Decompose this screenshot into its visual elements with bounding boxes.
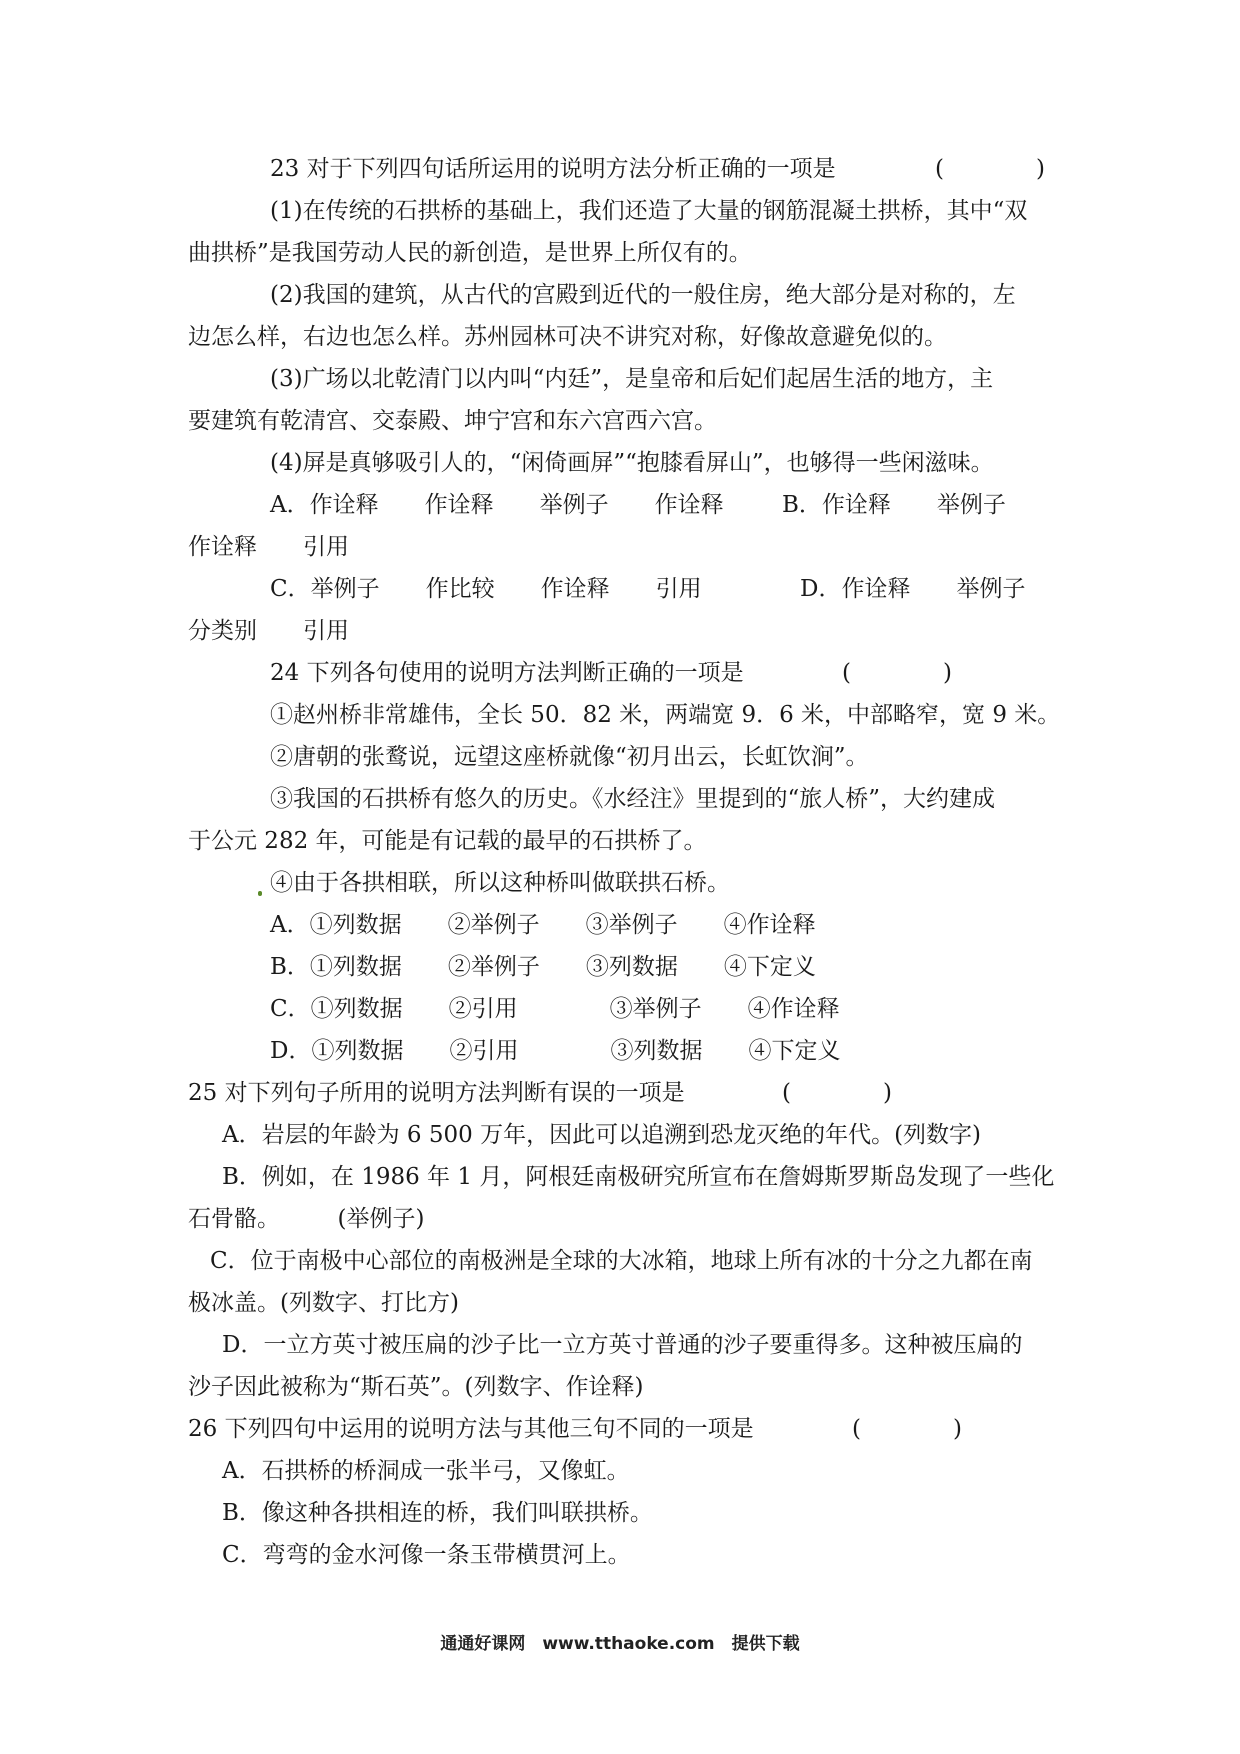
q24-option-b: B．①列数据 ②举例子 ③列数据 ④下定义 xyxy=(270,954,816,980)
q23-option-d: D．作诠释 举例子 xyxy=(800,576,1026,602)
q26-option-a: A．石拱桥的桥洞成一张半弓，又像虹。 xyxy=(222,1458,630,1484)
q23-sentence-2-cont: 边怎么样，右边也怎么样。苏州园林可决不讲究对称，好像故意避免似的。 xyxy=(188,324,947,350)
page-footer: 通通好课网 www.tthaoke.com 提供下载 xyxy=(440,1634,800,1654)
q25-answer-paren: ( ) xyxy=(782,1080,892,1106)
q23-sentence-4: (4)屏是真够吸引人的，“闲倚画屏”“抱膝看屏山”，也够得一些闲滋味。 xyxy=(270,450,994,476)
q25-option-a: A．岩层的年龄为 6 500 万年，因此可以追溯到恐龙灭绝的年代。(列数字) xyxy=(222,1122,982,1148)
q24-sentence-2: ②唐朝的张鹜说，远望这座桥就像“初月出云，长虹饮涧”。 xyxy=(270,744,869,770)
stray-mark xyxy=(258,891,262,896)
q23-option-b-cont: 作诠释 引用 xyxy=(188,534,349,560)
q23-option-a: A．作诠释 作诠释 举例子 作诠释 xyxy=(270,492,724,518)
q24-option-d: D．①列数据 ②引用 ③列数据 ④下定义 xyxy=(270,1038,841,1064)
q25-stem: 25 对下列句子所用的说明方法判断有误的一项是 xyxy=(188,1080,685,1106)
q23-sentence-1: (1)在传统的石拱桥的基础上，我们还造了大量的钢筋混凝土拱桥，其中“双 xyxy=(270,198,1028,224)
q25-option-d-cont: 沙子因此被称为“斯石英”。(列数字、作诠释) xyxy=(188,1374,644,1400)
q26-stem: 26 下列四句中运用的说明方法与其他三句不同的一项是 xyxy=(188,1416,754,1442)
q25-option-c-cont: 极冰盖。(列数字、打比方) xyxy=(188,1290,459,1316)
q25-option-c: C．位于南极中心部位的南极洲是全球的大冰箱，地球上所有冰的十分之九都在南 xyxy=(210,1248,1033,1274)
q23-option-d-cont: 分类别 引用 xyxy=(188,618,349,644)
q24-option-c: C．①列数据 ②引用 ③举例子 ④作诠释 xyxy=(270,996,840,1022)
q24-sentence-1: ①赵州桥非常雄伟，全长 50．82 米，两端宽 9．6 米，中部略窄，宽 9 米。 xyxy=(270,702,1061,728)
q23-answer-paren: ( ) xyxy=(935,156,1045,182)
q24-sentence-3-cont: 于公元 282 年，可能是有记载的最早的石拱桥了。 xyxy=(188,828,707,854)
q23-option-b: B．作诠释 举例子 xyxy=(782,492,1006,518)
q24-option-a: A．①列数据 ②举例子 ③举例子 ④作诠释 xyxy=(270,912,816,938)
q23-sentence-1-cont: 曲拱桥”是我国劳动人民的新创造，是世界上所仅有的。 xyxy=(188,240,752,266)
q26-answer-paren: ( ) xyxy=(852,1416,962,1442)
q26-option-c: C．弯弯的金水河像一条玉带横贯河上。 xyxy=(222,1542,631,1568)
q25-option-d: D．一立方英寸被压扁的沙子比一立方英寸普通的沙子要重得多。这种被压扁的 xyxy=(222,1332,1023,1358)
q26-option-b: B．像这种各拱相连的桥，我们叫联拱桥。 xyxy=(222,1500,653,1526)
q23-stem: 23 对于下列四句话所运用的说明方法分析正确的一项是 xyxy=(270,156,836,182)
q24-sentence-4: ④由于各拱相联，所以这种桥叫做联拱石桥。 xyxy=(270,870,730,896)
q25-option-b-cont: 石骨骼。 (举例子) xyxy=(188,1206,425,1232)
q25-option-b: B．例如，在 1986 年 1 月，阿根廷南极研究所宣布在詹姆斯罗斯岛发现了一些化 xyxy=(222,1164,1055,1190)
q23-sentence-3: (3)广场以北乾清门以内叫“内廷”，是皇帝和后妃们起居生活的地方，主 xyxy=(270,366,994,392)
q24-sentence-3: ③我国的石拱桥有悠久的历史。《水经注》里提到的“旅人桥”，大约建成 xyxy=(270,786,996,812)
q23-sentence-3-cont: 要建筑有乾清宫、交泰殿、坤宁宫和东六宫西六宫。 xyxy=(188,408,717,434)
q23-option-c: C．举例子 作比较 作诠释 引用 xyxy=(270,576,702,602)
q24-stem: 24 下列各句使用的说明方法判断正确的一项是 xyxy=(270,660,744,686)
q24-answer-paren: ( ) xyxy=(842,660,952,686)
q23-sentence-2: (2)我国的建筑，从古代的宫殿到近代的一般住房，绝大部分是对称的，左 xyxy=(270,282,1016,308)
